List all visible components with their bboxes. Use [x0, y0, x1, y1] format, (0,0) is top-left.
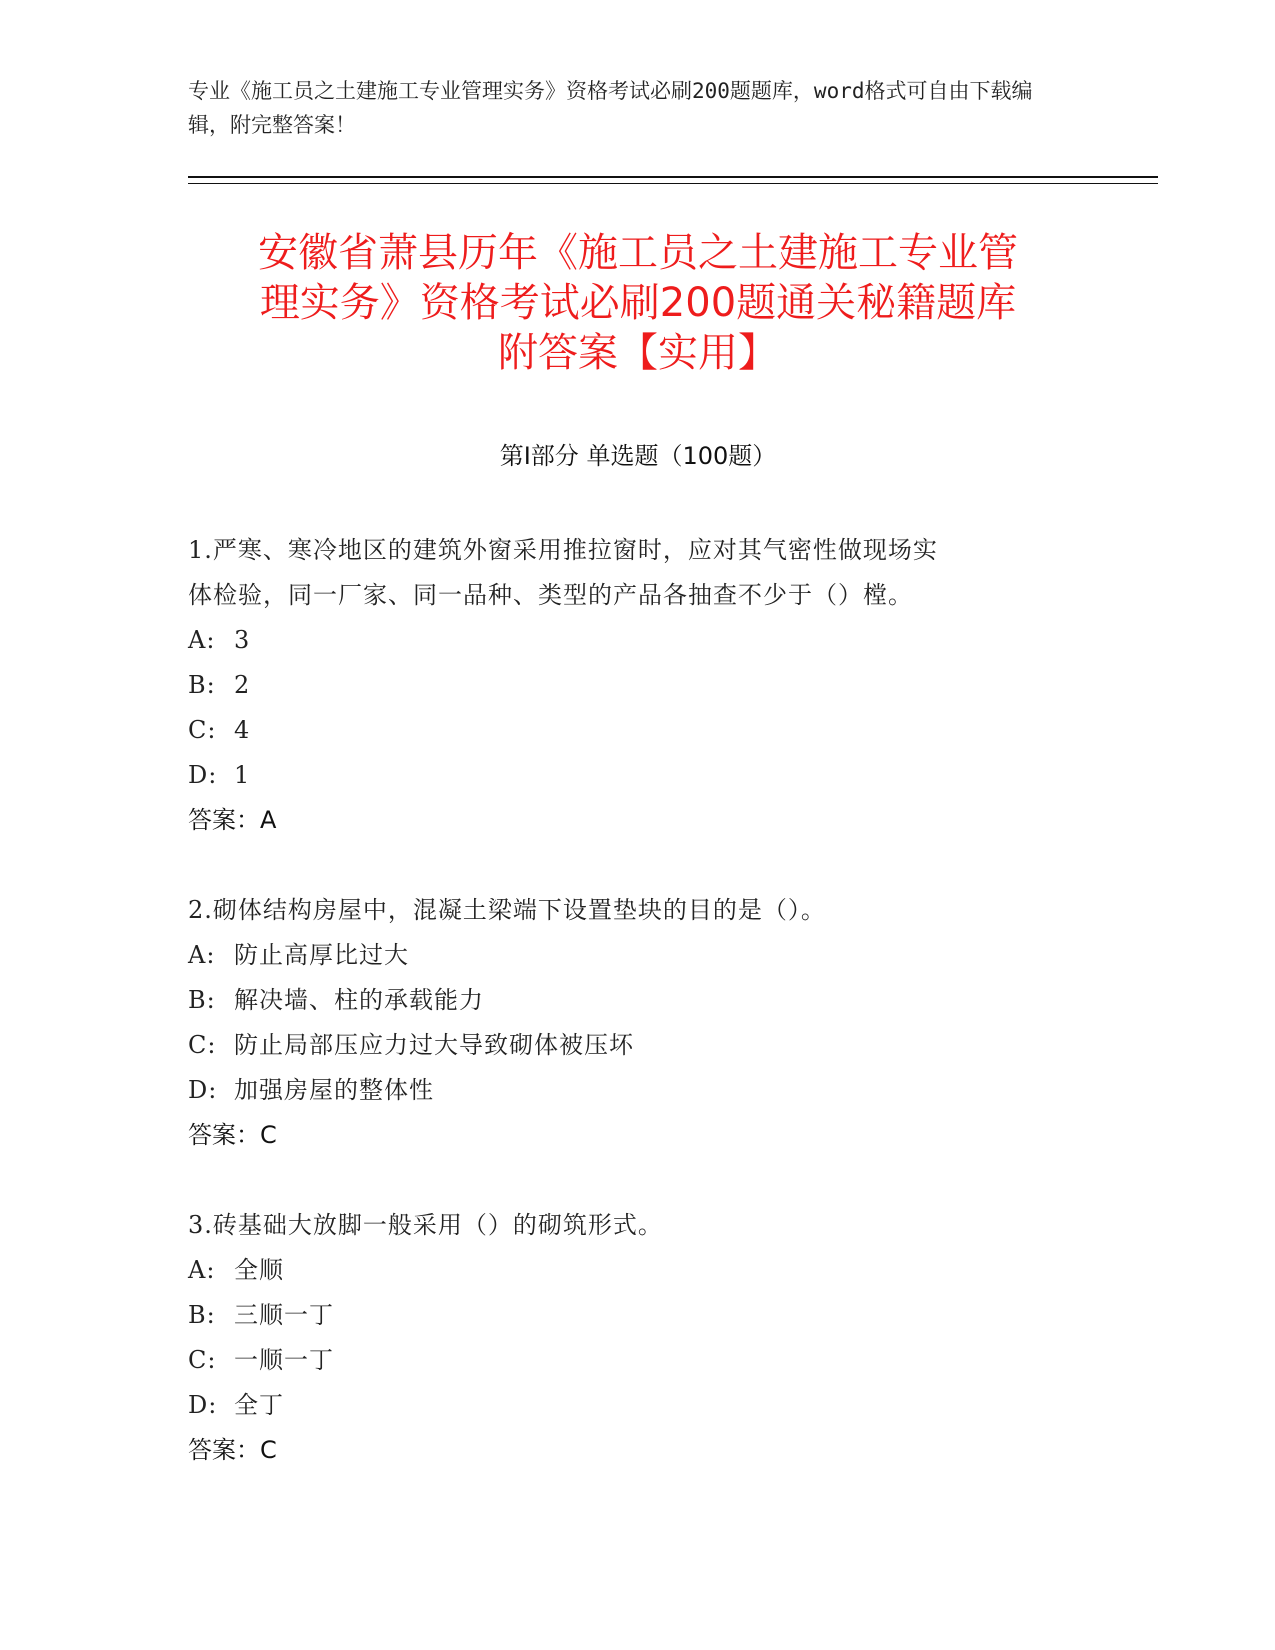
- option-d: [188, 753, 1088, 798]
- option-a: [188, 1248, 1088, 1293]
- option-text: 1: [234, 761, 251, 789]
- question-1: [188, 528, 1088, 843]
- title-line: 理实务》资格考试必刷200题通关秘籍题库: [259, 280, 1017, 326]
- question-stem-line: 2.砌体结构房屋中，混凝土梁端下设置垫块的目的是（）。: [188, 896, 826, 924]
- option-letter: A:: [188, 941, 216, 969]
- option-text: 加强房屋的整体性: [234, 1076, 434, 1104]
- question-spacer: [188, 1158, 1088, 1203]
- header-rule-thin: [188, 183, 1158, 184]
- question-stem-line: 1.严寒、寒冷地区的建筑外窗采用推拉窗时，应对其气密性做现场实: [188, 536, 938, 564]
- question-stem-line: 体检验，同一厂家、同一品种、类型的产品各抽查不少于（）樘。: [188, 581, 913, 609]
- option-text: 全顺: [234, 1256, 284, 1284]
- option-c: [188, 1023, 1088, 1068]
- option-letter: D:: [188, 1076, 218, 1104]
- question-spacer: [188, 843, 1088, 888]
- option-text: 2: [234, 671, 251, 699]
- option-a: [188, 933, 1088, 978]
- option-b: [188, 1293, 1088, 1338]
- question-list: [188, 528, 1088, 1473]
- option-text: 三顺一丁: [234, 1301, 334, 1329]
- question-3: [188, 1203, 1088, 1473]
- document-title: [188, 228, 1088, 378]
- title-line: 附答案【实用】: [498, 330, 778, 376]
- option-letter: C:: [188, 1031, 217, 1059]
- answer-line: 答案：A: [188, 806, 277, 834]
- option-text: 防止高厚比过大: [234, 941, 409, 969]
- option-text: 解决墙、柱的承载能力: [234, 986, 484, 1014]
- title-line: 安徽省萧县历年《施工员之土建施工专业管: [258, 230, 1018, 276]
- option-d: [188, 1383, 1088, 1428]
- header-note: 专业《施工员之土建施工专业管理实务》资格考试必刷200题题库，word格式可自由下载编辑，附完整答案！: [188, 79, 1033, 137]
- option-text: 防止局部压应力过大导致砌体被压坏: [234, 1031, 634, 1059]
- option-c: [188, 1338, 1088, 1383]
- option-text: 3: [234, 626, 251, 654]
- option-letter: A:: [188, 1256, 216, 1284]
- option-letter: A:: [188, 626, 216, 654]
- option-letter: C:: [188, 716, 217, 744]
- option-letter: B:: [188, 671, 216, 699]
- option-a: [188, 618, 1088, 663]
- option-letter: B:: [188, 986, 216, 1014]
- option-b: [188, 978, 1088, 1023]
- question-stem-line: 3.砖基础大放脚一般采用（）的砌筑形式。: [188, 1211, 663, 1239]
- option-d: [188, 1068, 1088, 1113]
- option-b: [188, 663, 1088, 708]
- option-text: 4: [234, 716, 251, 744]
- section-title: 第Ⅰ部分 单选题（100题）: [499, 442, 777, 470]
- option-letter: D:: [188, 1391, 218, 1419]
- header-rule-thick: [188, 176, 1158, 178]
- answer-line: 答案：C: [188, 1436, 277, 1464]
- question-2: [188, 888, 1088, 1158]
- option-letter: C:: [188, 1346, 217, 1374]
- option-text: 全丁: [234, 1391, 284, 1419]
- option-text: 一顺一丁: [234, 1346, 334, 1374]
- option-letter: B:: [188, 1301, 216, 1329]
- option-c: [188, 708, 1088, 753]
- option-letter: D:: [188, 761, 218, 789]
- answer-line: 答案：C: [188, 1121, 277, 1149]
